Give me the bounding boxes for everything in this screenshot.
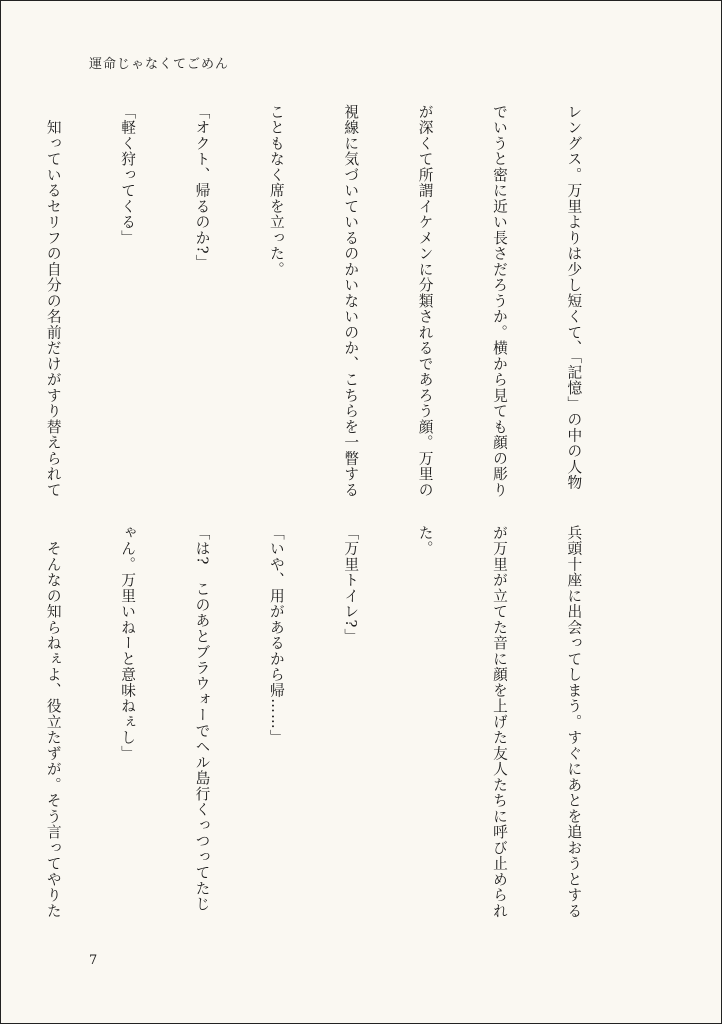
text-line: こともなく席を立った。 (267, 104, 285, 278)
text-line: ゃん。万里いねーと意味ねぇし」 (119, 525, 137, 762)
text-line: レングス。万里よりは少し短くて、「記憶」の中の人物 (565, 104, 583, 491)
page-number: 7 (89, 953, 98, 968)
text-line: でいうと密に近い長さだろうか。横から見ても顔の彫り (491, 104, 509, 498)
lower-text-block (44, 525, 635, 925)
text-line: 「万里トイレ?」 (342, 525, 360, 645)
text-line: が深くて所謂イケメンに分類されるであろう顔。万里の (416, 104, 434, 498)
text-line: 兵頭十座に出会ってしまう。すぐにあとを追おうとする (565, 525, 583, 919)
upper-text-block (44, 104, 635, 501)
text-line: 視線に気づいているのかいないのか、こちらを一瞥する (342, 104, 360, 498)
text-line: 「いや、用があるから帰……」 (267, 525, 285, 746)
text-line: 「は? このあとブラウォーでヘル島行くっつってたじ (193, 525, 211, 912)
text-line: が万里が立てた音に顔を上げた友人たちに呼び止められ (491, 525, 509, 919)
text-line: 知っているセリフの自分の名前だけがすり替えられて (44, 104, 62, 498)
text-line: た。 (416, 525, 434, 557)
text-line: そんなの知らねぇよ、役立たずが。そう言ってやりた (44, 525, 62, 919)
text-line: 「オクト、帰るのか?」 (193, 104, 211, 271)
running-title: 運命じゃなくてごめん (89, 57, 230, 72)
text-line: 「軽く狩ってくる」 (119, 104, 137, 246)
